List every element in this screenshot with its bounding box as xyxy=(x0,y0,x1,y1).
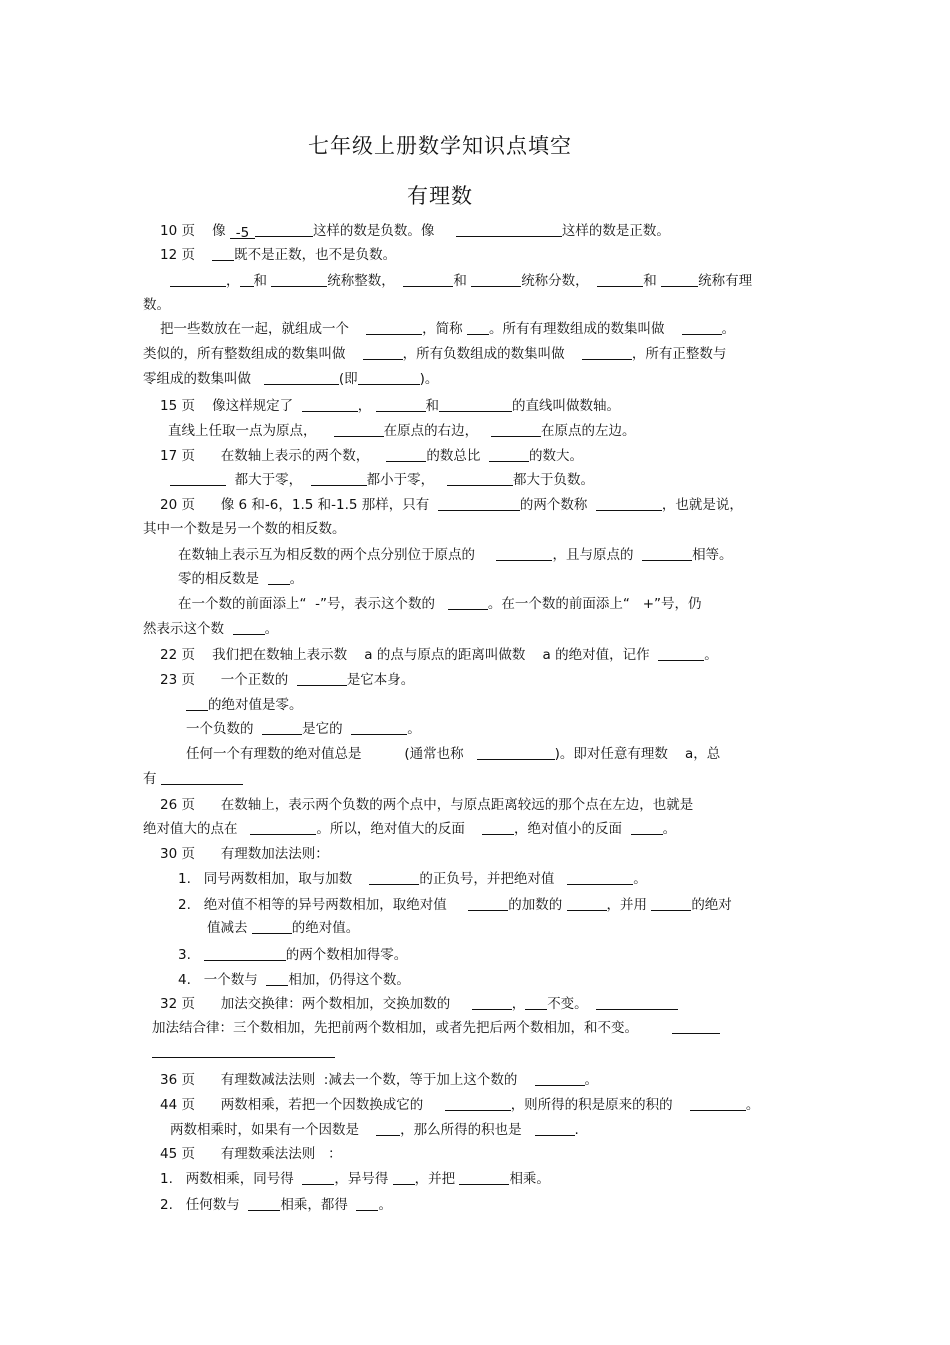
line-text: 其中一个数是另一个数的相反数。 xyxy=(143,521,346,537)
line-text: 。所有有理数组成的数集叫做 xyxy=(488,321,682,337)
worksheet-line xyxy=(143,770,243,788)
line-text: 的两个数称 xyxy=(519,497,596,513)
line-text: ，所有负数组成的数集叫做 xyxy=(402,346,582,362)
answer-blank[interactable] xyxy=(262,720,302,735)
line-text: 都小于零， xyxy=(366,472,448,488)
line-text: 在原点的左边。 xyxy=(541,423,636,439)
answer-blank[interactable] xyxy=(567,896,607,911)
worksheet-line xyxy=(178,870,647,888)
worksheet-line xyxy=(178,595,702,613)
line-text: )。即对任意有理数 a，总 xyxy=(554,746,721,762)
answer-blank[interactable] xyxy=(447,471,513,486)
line-text: 这样的数是负数。像 xyxy=(312,223,456,239)
line-text: 的数总比 xyxy=(426,448,489,464)
answer-blank[interactable] xyxy=(439,397,512,412)
line-text: 20 页 像 6 和-6，1.5 和-1.5 那样，只有 xyxy=(160,497,438,513)
answer-blank[interactable] xyxy=(631,820,663,835)
worksheet-line xyxy=(143,370,438,388)
line-text: 32 页 加法交换律：两个数相加，交换加数的 xyxy=(160,996,472,1012)
line-text: 2. 绝对值不相等的异号两数相加，取绝对值 xyxy=(178,897,469,913)
page-title: 七年级上册数学知识点填空 xyxy=(308,134,572,158)
worksheet-line xyxy=(143,296,170,314)
answer-blank[interactable] xyxy=(661,272,698,287)
worksheet-line xyxy=(160,320,735,338)
line-text: ，并把 xyxy=(414,1171,460,1187)
worksheet-line xyxy=(160,496,743,514)
answer-line-continuation xyxy=(152,1057,335,1058)
worksheet-line xyxy=(160,1170,550,1188)
answer-blank[interactable] xyxy=(597,272,643,287)
worksheet-line xyxy=(160,1145,342,1163)
worksheet-line xyxy=(168,422,636,440)
line-text: 这样的数是正数。 xyxy=(561,223,670,239)
line-text: 的绝对 xyxy=(691,897,732,913)
worksheet-line xyxy=(152,1019,720,1037)
line-text: 的绝对值。 xyxy=(291,920,360,936)
answer-blank[interactable] xyxy=(369,870,419,885)
answer-blank[interactable] xyxy=(363,345,403,360)
answer-blank[interactable] xyxy=(456,222,562,237)
worksheet-line xyxy=(170,471,594,489)
line-text: ， xyxy=(357,398,376,414)
line-text: (即 xyxy=(338,371,358,387)
worksheet-line xyxy=(160,397,620,415)
line-text: 。 xyxy=(289,571,304,587)
answer-blank[interactable] xyxy=(376,1121,400,1136)
line-text: 。 xyxy=(721,321,736,337)
line-text: 零的相反数是 xyxy=(178,571,268,587)
answer-blank[interactable] xyxy=(376,397,426,412)
answer-blank[interactable] xyxy=(672,1019,720,1034)
line-text: 零组成的数集叫做 xyxy=(143,371,264,387)
line-text: 的正负号，并把绝对值 xyxy=(419,871,568,887)
answer-blank[interactable] xyxy=(651,896,691,911)
line-text: 统称分数， xyxy=(521,273,598,289)
line-text: 统称有理 xyxy=(698,273,753,289)
line-text: 。 xyxy=(704,647,718,663)
line-text: 2. 任何数与 xyxy=(160,1197,249,1213)
worksheet-line xyxy=(178,971,410,989)
worksheet-line xyxy=(160,222,670,240)
line-text: 和 xyxy=(643,273,662,289)
line-text: ，所有正整数与 xyxy=(631,346,727,362)
line-text: ，且与原点的 xyxy=(552,547,643,563)
answer-blank[interactable] xyxy=(386,447,426,462)
answer-blank[interactable] xyxy=(351,720,407,735)
line-text: 15 页 像这样规定了 xyxy=(160,398,302,414)
line-text: ，绝对值小的反面 xyxy=(514,821,631,837)
line-text: 既不是正数，也不是负数。 xyxy=(234,247,397,263)
line-text: 一个负数的 xyxy=(186,721,263,737)
line-text: ，也就是说， xyxy=(661,497,743,513)
answer-blank[interactable] xyxy=(459,1170,509,1185)
answer-blank[interactable] xyxy=(161,770,243,785)
answer-blank[interactable] xyxy=(682,320,722,335)
answer-blank[interactable] xyxy=(252,919,292,934)
line-text: ，那么所得的积也是 xyxy=(400,1122,535,1138)
answer-blank[interactable] xyxy=(250,820,316,835)
line-text: ， xyxy=(226,273,240,289)
line-text: 类似的，所有整数组成的数集叫做 xyxy=(143,346,363,362)
answer-blank[interactable] xyxy=(468,896,508,911)
line-text: 44 页 两数相乘，若把一个因数换成它的 xyxy=(160,1097,445,1113)
line-text: 在一个数的前面添上“ -”号，表示这个数的 xyxy=(178,596,448,612)
answer-blank[interactable] xyxy=(467,320,489,335)
line-text: 。 xyxy=(407,721,421,737)
answer-blank[interactable] xyxy=(403,272,453,287)
line-text: 。所以，绝对值大的反面 xyxy=(316,821,483,837)
line-text: 1. 同号两数相加，取与加数 xyxy=(178,871,370,887)
line-text: 的两个数相加得零。 xyxy=(285,947,408,963)
line-text: 。 xyxy=(584,1072,599,1088)
section-title: 有理数 xyxy=(407,184,473,208)
worksheet-line xyxy=(160,246,396,264)
line-text: 。 xyxy=(633,871,647,887)
line-text: 不变。 xyxy=(547,996,597,1012)
line-text: 在数轴上表示互为相反数的两个点分别位于原点的 xyxy=(178,547,497,563)
answer-blank[interactable] xyxy=(248,1196,280,1211)
line-text: 都大于负数。 xyxy=(513,472,595,488)
line-text: 30 页 有理数加法法则： xyxy=(160,846,329,862)
answer-blank[interactable] xyxy=(186,696,208,711)
answer-blank[interactable] xyxy=(472,995,512,1010)
line-text: 是它本身。 xyxy=(346,672,415,688)
worksheet-line xyxy=(178,570,303,588)
line-text: 是它的 xyxy=(302,721,352,737)
line-text: 任何一个有理数的绝对值总是 (通常也称 xyxy=(186,746,477,762)
line-text: 的直线叫做数轴。 xyxy=(512,398,621,414)
answer-blank[interactable] xyxy=(311,471,367,486)
line-text: 相乘。 xyxy=(509,1171,550,1187)
answer-blank[interactable] xyxy=(690,1096,746,1111)
line-text: ，异号得 xyxy=(334,1171,393,1187)
answer-blank[interactable] xyxy=(240,272,254,287)
answer-blank[interactable] xyxy=(356,1196,378,1211)
answer-blank[interactable] xyxy=(271,272,327,287)
line-text: ，简称 xyxy=(422,321,467,337)
answer-blank[interactable] xyxy=(567,870,633,885)
worksheet-line xyxy=(160,1071,598,1089)
line-text: 。 xyxy=(378,1197,392,1213)
line-text: 1. 两数相乘，同号得 xyxy=(160,1171,303,1187)
answer-blank[interactable] xyxy=(489,447,529,462)
line-text: 的加数的 xyxy=(508,897,567,913)
answer-blank[interactable] xyxy=(264,370,339,385)
worksheet-line xyxy=(143,620,278,638)
line-text: 的数大。 xyxy=(528,448,583,464)
answer-blank[interactable] xyxy=(358,370,420,385)
line-text: 和 xyxy=(253,273,272,289)
worksheet-line xyxy=(143,345,726,363)
answer-blank[interactable] xyxy=(658,646,704,661)
line-text: 把一些数放在一起，就组成一个 xyxy=(160,321,367,337)
line-text: 两数相乘时，如果有一个因数是 xyxy=(170,1122,377,1138)
line-text: 和 xyxy=(453,273,472,289)
worksheet-line xyxy=(207,919,359,937)
worksheet-line xyxy=(170,1121,579,1139)
worksheet-line xyxy=(160,447,583,465)
answer-blank[interactable] xyxy=(233,620,265,635)
line-text: 26 页 在数轴上，表示两个负数的两个点中，与原点距离较远的那个点在左边，也就是 xyxy=(160,797,694,813)
line-text: 4. 一个数与 xyxy=(178,972,267,988)
line-text: 的绝对值是零。 xyxy=(208,697,303,713)
worksheet-line xyxy=(178,546,733,564)
line-text: . xyxy=(574,1122,579,1138)
answer-blank[interactable] xyxy=(204,946,286,961)
worksheet-line xyxy=(160,796,693,814)
line-text: 都大于零， xyxy=(226,472,311,488)
line-text: 然表示这个数 xyxy=(143,621,233,637)
worksheet-line xyxy=(143,820,676,838)
line-text: 3. xyxy=(178,947,204,963)
line-text: 。 xyxy=(662,821,677,837)
line-text: 22 页 我们把在数轴上表示数 a 的点与原点的距离叫做数 a 的绝对值，记作 xyxy=(160,647,659,663)
worksheet-line xyxy=(160,995,678,1013)
worksheet-line xyxy=(178,896,732,914)
line-text: 和 xyxy=(425,398,440,414)
answer-blank[interactable] xyxy=(170,471,226,486)
answer-blank[interactable] xyxy=(170,272,226,287)
worksheet-line xyxy=(160,671,414,689)
answer-blank[interactable] xyxy=(255,222,313,237)
line-text: 。 xyxy=(264,621,279,637)
worksheet-line xyxy=(186,696,303,714)
line-text: 45 页 有理数乘法法则 ： xyxy=(160,1146,342,1162)
answer-blank[interactable] xyxy=(297,671,347,686)
line-text: 23 页 一个正数的 xyxy=(160,672,297,688)
line-text: 相乘，都得 xyxy=(280,1197,357,1213)
answer-blank[interactable] xyxy=(445,1096,511,1111)
line-text: )。 xyxy=(419,371,439,387)
answer-blank[interactable] xyxy=(642,546,692,561)
answer-blank[interactable] xyxy=(266,971,288,986)
worksheet-line xyxy=(178,946,407,964)
line-text: 绝对值大的点在 xyxy=(143,821,251,837)
worksheet-line xyxy=(186,720,421,738)
answer-blank[interactable] xyxy=(477,745,555,760)
line-text: 10 页 像 xyxy=(160,223,230,239)
answer-blank[interactable] xyxy=(525,995,547,1010)
line-text: 直线上任取一点为原点， xyxy=(168,423,334,439)
answer-blank[interactable] xyxy=(491,422,541,437)
answer-blank[interactable]: -5 xyxy=(230,224,255,239)
line-text: 36 页 有理数减法法则 :减去一个数，等于加上这个数的 xyxy=(160,1072,535,1088)
answer-blank[interactable] xyxy=(212,246,234,261)
answer-blank[interactable] xyxy=(596,496,662,511)
worksheet-line xyxy=(160,1196,392,1214)
line-text: 相等。 xyxy=(692,547,733,563)
worksheet-line xyxy=(170,272,752,290)
line-text: 统称整数， xyxy=(327,273,404,289)
answer-blank[interactable] xyxy=(302,397,358,412)
answer-blank[interactable] xyxy=(582,345,632,360)
answer-blank[interactable] xyxy=(496,546,552,561)
line-text: ，则所得的积是原来的积的 xyxy=(510,1097,690,1113)
answer-blank[interactable] xyxy=(596,995,678,1010)
line-text: 。 xyxy=(745,1097,760,1113)
line-text: ， xyxy=(511,996,526,1012)
worksheet-line xyxy=(160,646,718,664)
answer-blank[interactable] xyxy=(535,1071,585,1086)
worksheet-line xyxy=(186,745,720,763)
line-text: 相加，仍得这个数。 xyxy=(288,972,410,988)
answer-blank[interactable] xyxy=(448,595,488,610)
line-text: 17 页 在数轴上表示的两个数， xyxy=(160,448,387,464)
worksheet-line xyxy=(160,845,329,863)
answer-blank[interactable] xyxy=(438,496,520,511)
answer-blank[interactable] xyxy=(535,1121,575,1136)
line-text: ，并用 xyxy=(606,897,652,913)
answer-blank[interactable] xyxy=(471,272,521,287)
line-text: 有 xyxy=(143,771,161,787)
answer-blank[interactable] xyxy=(366,320,422,335)
line-text: 加法结合律：三个数相加，先把前两个数相加，或者先把后两个数相加，和不变。 xyxy=(152,1020,673,1036)
answer-blank[interactable] xyxy=(268,570,290,585)
line-text: 值减去 xyxy=(207,920,252,936)
line-text: 数。 xyxy=(143,297,170,313)
answer-blank[interactable] xyxy=(482,820,514,835)
line-text: 。在一个数的前面添上“ +”号，仍 xyxy=(487,596,702,612)
line-text: 12 页 xyxy=(160,247,213,263)
worksheet-line xyxy=(143,520,346,538)
answer-blank[interactable] xyxy=(302,1170,334,1185)
worksheet-line xyxy=(160,1096,759,1114)
line-text: 在原点的右边， xyxy=(383,423,492,439)
answer-blank[interactable] xyxy=(393,1170,415,1185)
answer-blank[interactable] xyxy=(334,422,384,437)
